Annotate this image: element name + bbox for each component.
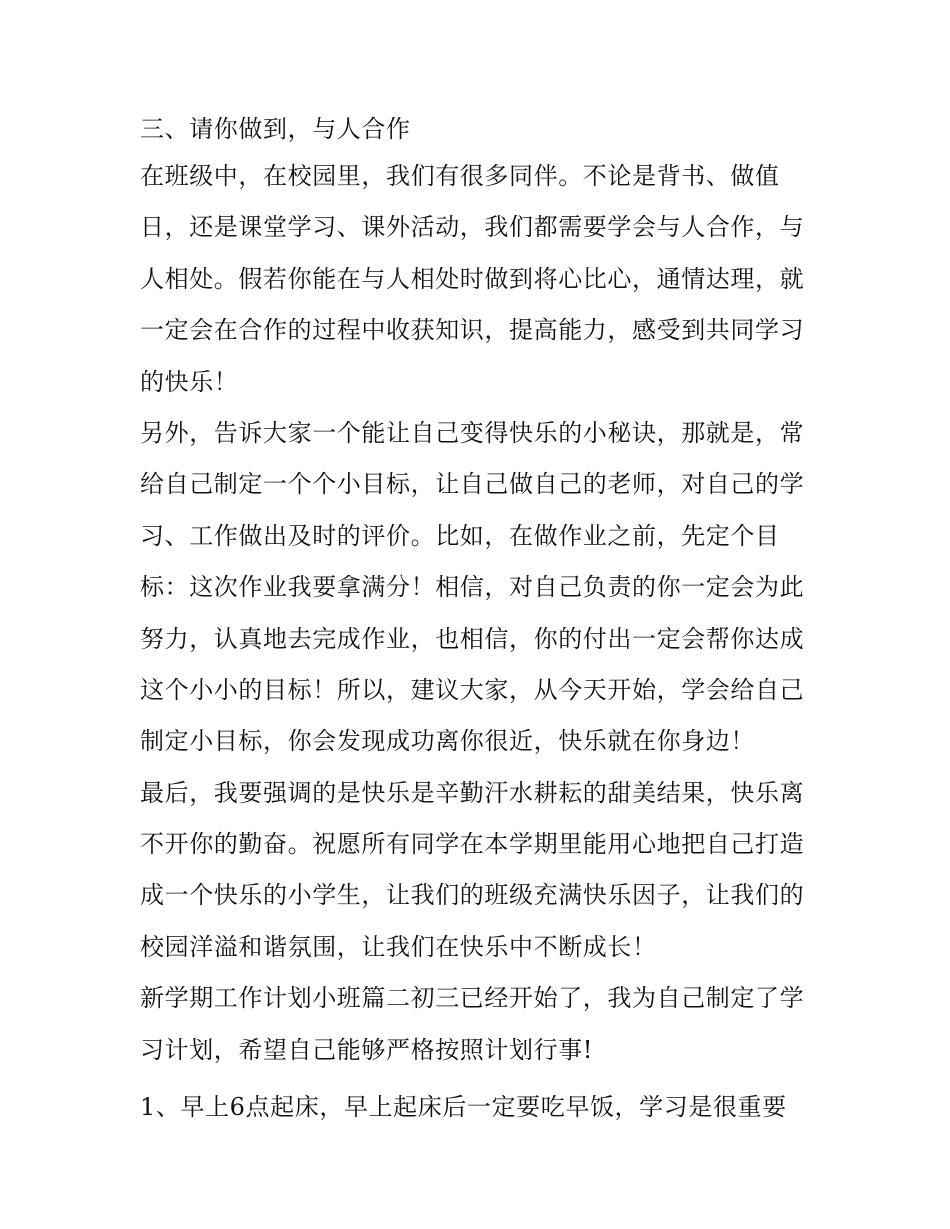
text-line: 给自己制定一个个小目标，让自己做自己的老师，对自己的学 [140, 470, 805, 499]
text-line: 在班级中，在校园里，我们有很多同伴。不论是背书、做值 [140, 162, 780, 190]
text-line: 校园洋溢和谐氛围，让我们在快乐中不断成长！ [140, 932, 657, 961]
numbered-item: 1、早上6点起床，早上起床后一定要吃早饭，学习是很重要 [140, 1093, 787, 1122]
text-line: 努力，认真地去完成作业，也相信，你的付出一定会帮你达成 [140, 624, 805, 653]
text-line: 最后，我要强调的是快乐是辛勤汗水耕耘的甜美结果，快乐离 [140, 778, 805, 807]
text-line: 的快乐！ [140, 367, 239, 396]
text-line: 这个小小的目标！所以，建议大家，从今天开始，学会给自己 [140, 675, 805, 704]
document-body [140, 108, 830, 1133]
text-line: 不开你的勤奋。祝愿所有同学在本学期里能用心地把自己打造 [140, 830, 805, 859]
text-line: 日，还是课堂学习、课外活动，我们都需要学会与人合作，与 [140, 213, 805, 242]
section-heading: 三、请你做到，与人合作 [140, 115, 411, 143]
text-line: 一定会在合作的过程中收获知识，提高能力，感受到共同学习 [140, 316, 805, 345]
text-line: 新学期工作计划小班篇二初三已经开始了，我为自己制定了学 [140, 984, 805, 1013]
text-line: 制定小目标，你会发现成功离你很近，快乐就在你身边！ [140, 727, 755, 756]
text-line: 习计划，希望自己能够严格按照计划行事! [140, 1035, 594, 1064]
text-line: 习、工作做出及时的评价。比如，在做作业之前，先定个目 [140, 521, 780, 550]
text-line: 成一个快乐的小学生，让我们的班级充满快乐因子，让我们的 [140, 881, 805, 910]
text-line: 标：这次作业我要拿满分！相信，对自己负责的你一定会为此 [140, 573, 805, 602]
text-line: 人相处。假若你能在与人相处时做到将心比心，通情达理，就 [140, 264, 805, 293]
text-line: 另外，告诉大家一个能让自己变得快乐的小秘诀，那就是，常 [140, 418, 805, 447]
